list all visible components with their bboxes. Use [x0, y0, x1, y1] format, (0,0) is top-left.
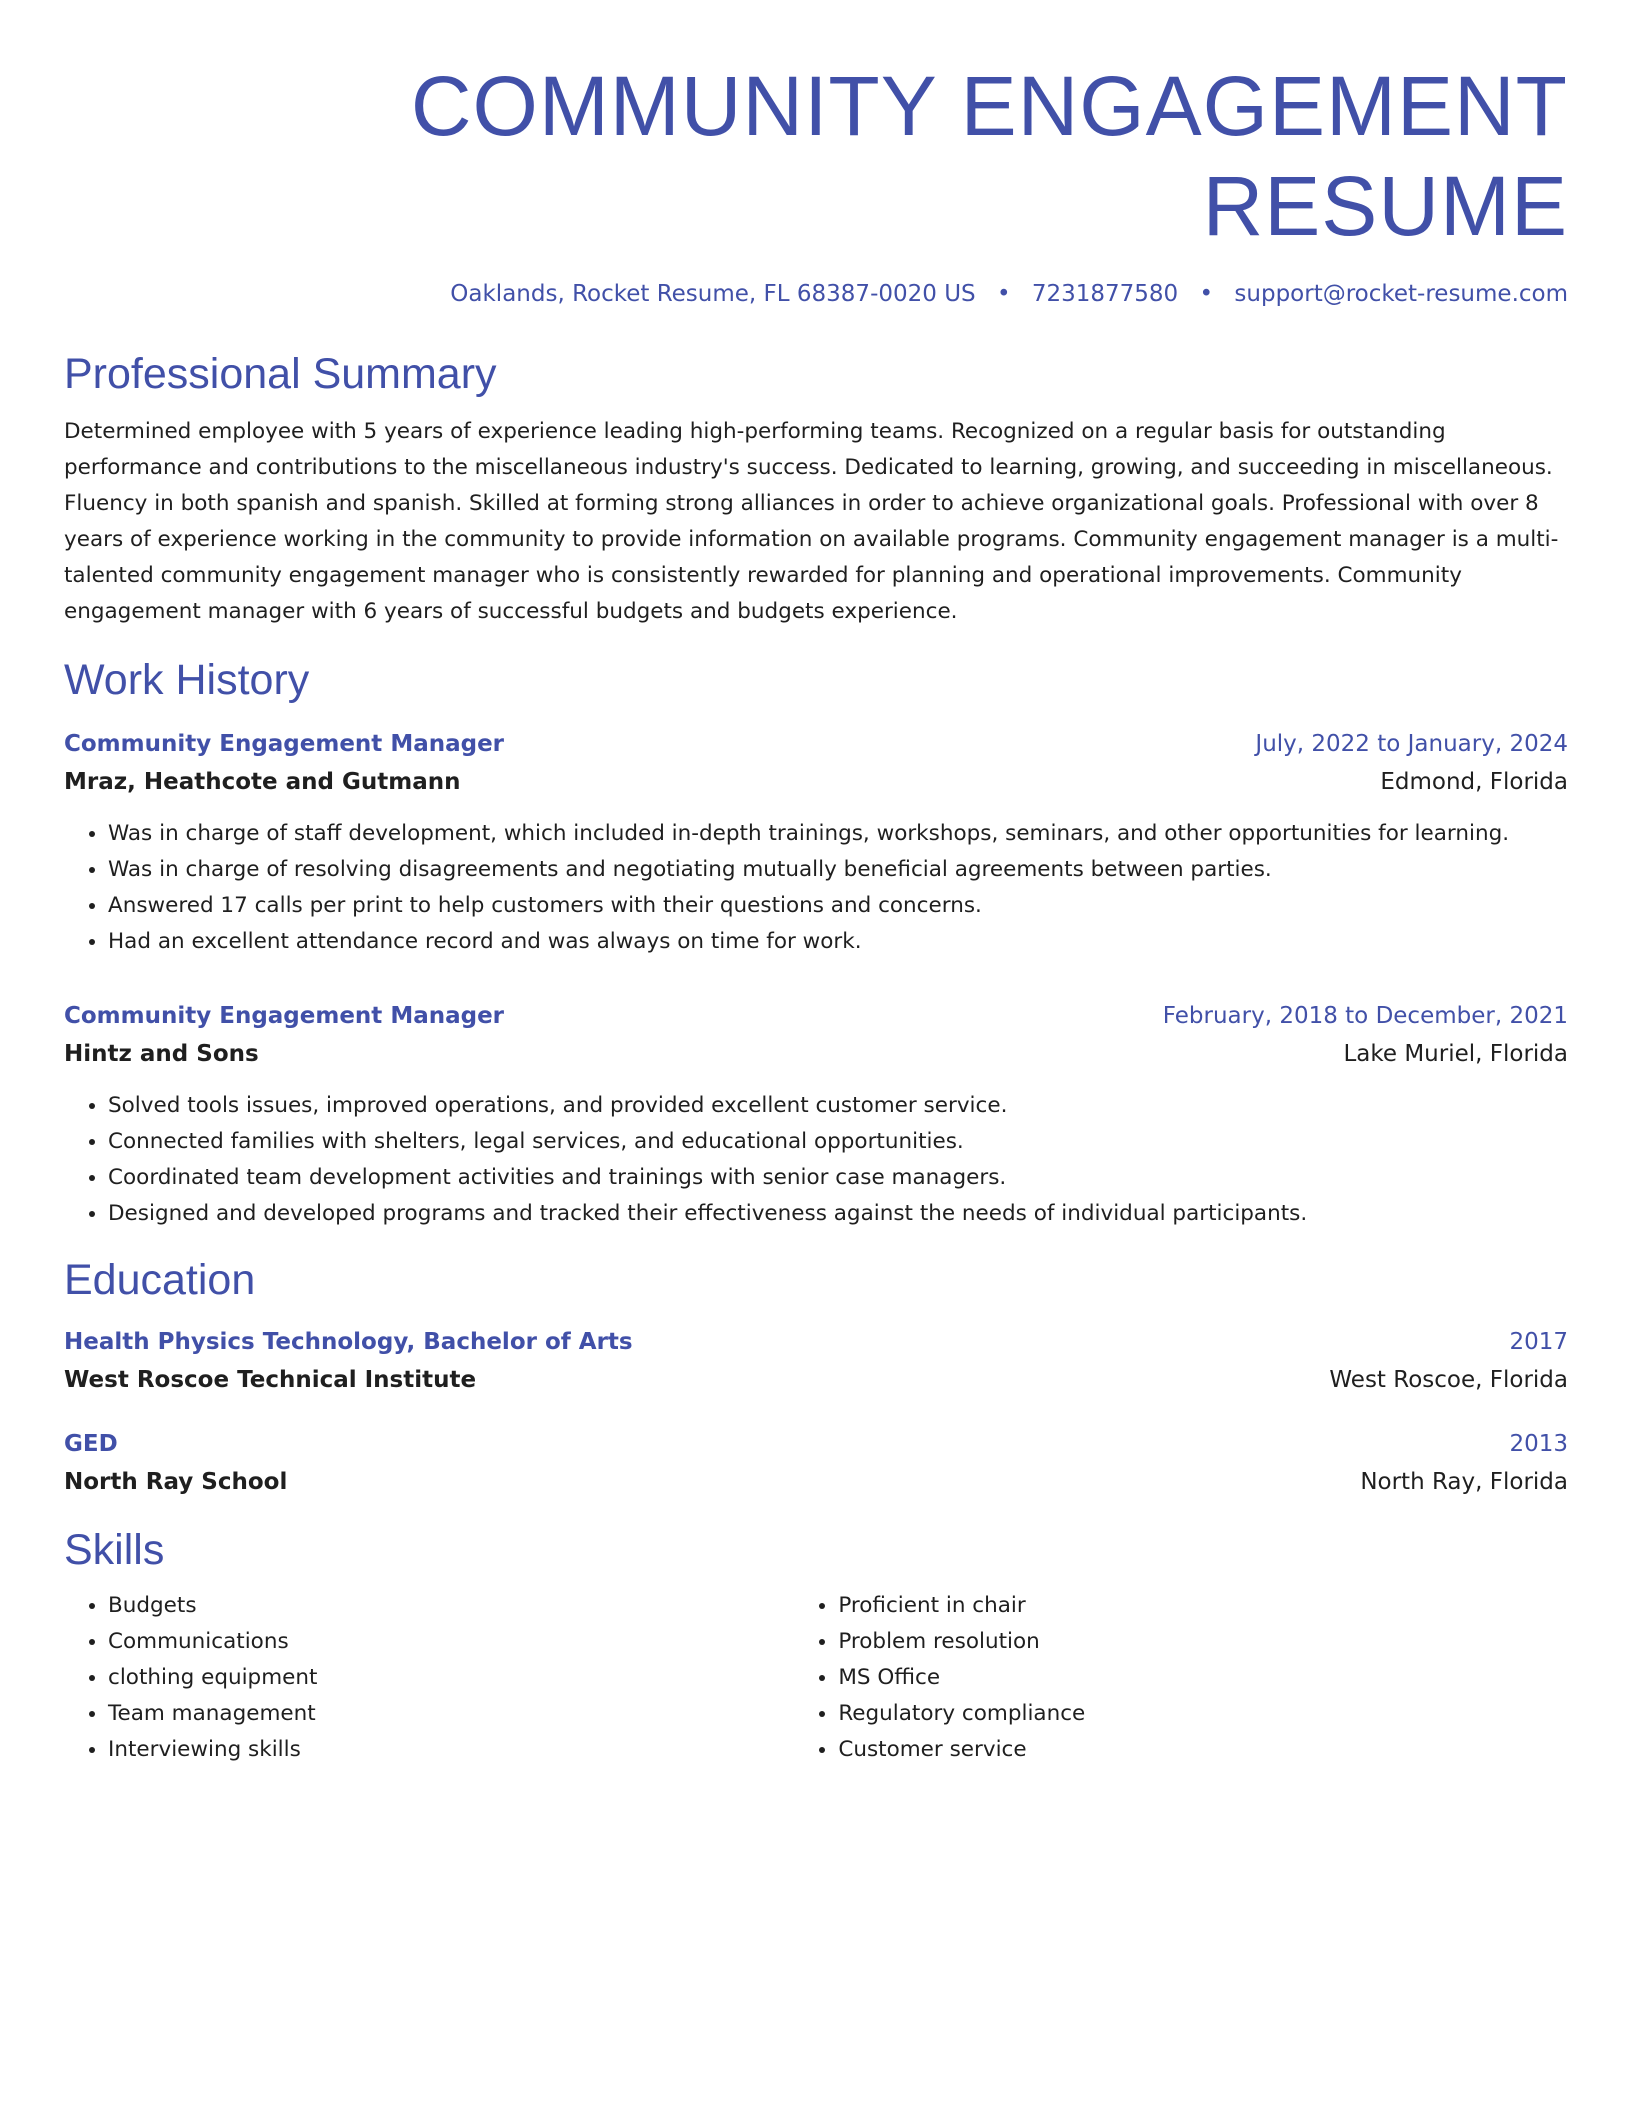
job-company: Mraz, Heathcote and Gutmann: [64, 769, 461, 795]
job-entry: [64, 998, 1568, 1232]
education-year: 2017: [1509, 1329, 1568, 1355]
section-heading-work: Work History: [64, 656, 310, 704]
skill-item: • Proficient in chair: [838, 1588, 1568, 1624]
job-bullet: • Answered 17 calls per print to help customers with their questions and concerns.: [108, 888, 1568, 924]
job-bullet: • Was in charge of staff development, which included in-depth trainings, workshops, seminars, and other opportunities for learning.: [108, 816, 1568, 852]
skills-column-left: [64, 1588, 794, 1768]
job-bullets: [64, 1088, 1568, 1232]
education-school-row: [64, 1360, 1568, 1400]
section-heading-summary: Professional Summary: [64, 350, 497, 398]
skill-item: • Regulatory compliance: [838, 1696, 1568, 1732]
skill-item: • Communications: [108, 1624, 794, 1660]
education-school: North Ray School: [64, 1469, 288, 1495]
skill-item: • Customer service: [838, 1732, 1568, 1768]
skill-item: • Team management: [108, 1696, 794, 1732]
job-title: Community Engagement Manager: [64, 1003, 505, 1029]
job-bullet: • Connected families with shelters, legal services, and educational opportunities.: [108, 1124, 1568, 1160]
education-location: North Ray, Florida: [1360, 1469, 1568, 1495]
skill-item: • Interviewing skills: [108, 1732, 794, 1768]
job-bullet: • Had an excellent attendance record and was always on time for work.: [108, 924, 1568, 960]
contact-separator: •: [996, 281, 1011, 307]
education-degree: Health Physics Technology, Bachelor of Arts: [64, 1329, 633, 1355]
education-degree: GED: [64, 1431, 118, 1457]
contact-separator: •: [1199, 281, 1214, 307]
contact-phone: 7231877580: [1031, 281, 1179, 307]
job-bullet: • Solved tools issues, improved operations, and provided excellent customer service.: [108, 1088, 1568, 1124]
skill-item: • Problem resolution: [838, 1624, 1568, 1660]
job-header-row: [64, 998, 1568, 1034]
education-header-row: [64, 1426, 1568, 1462]
job-dates: July, 2022 to January, 2024: [1255, 731, 1568, 757]
job-bullet: • Coordinated team development activities and trainings with senior case managers.: [108, 1160, 1568, 1196]
section-heading-skills: Skills: [64, 1526, 165, 1574]
resume-header: [64, 56, 1568, 310]
job-location: Lake Muriel, Florida: [1343, 1041, 1568, 1067]
work-history-section: [64, 654, 1568, 1232]
job-location: Edmond, Florida: [1380, 769, 1568, 795]
resume-title: COMMUNITY ENGAGEMENT RESUME: [410, 59, 1568, 253]
summary-text: Determined employee with 5 years of experience leading high-performing teams. Recognized on a regular basis for outstanding performance and contributions to the miscellaneous industry's success. Dedicated to learning, growing, and succeeding in miscellaneous. Fluency in both spanish and spanish. Skilled at forming strong alliances in order to achieve organizational goals. Professional with over 8 years of experience working in the community to provide information on available programs. Community engagement manager is a multi-talented community engagement manager who is consistently rewarded for planning and operational improvements. Community engagement manager with 6 years of successful budgets and budgets experience.: [64, 419, 1559, 624]
section-heading-education: Education: [64, 1256, 256, 1304]
job-dates: February, 2018 to December, 2021: [1162, 1003, 1568, 1029]
skills-column-right: [794, 1588, 1568, 1768]
education-header-row: [64, 1324, 1568, 1360]
education-entry: [64, 1426, 1568, 1502]
education-location: West Roscoe, Florida: [1329, 1367, 1568, 1393]
job-company-row: [64, 762, 1568, 802]
skills-section: [64, 1524, 1568, 1768]
job-company: Hintz and Sons: [64, 1041, 259, 1067]
job-bullet: • Was in charge of resolving disagreements and negotiating mutually beneficial agreements between parties.: [108, 852, 1568, 888]
job-title: Community Engagement Manager: [64, 731, 505, 757]
education-school: West Roscoe Technical Institute: [64, 1367, 477, 1393]
contact-line: [64, 278, 1568, 310]
job-bullets: [64, 816, 1568, 960]
contact-email: support@rocket-resume.com: [1234, 281, 1568, 307]
job-entry: [64, 726, 1568, 960]
skill-item: • MS Office: [838, 1660, 1568, 1696]
education-entry: [64, 1324, 1568, 1400]
skills-grid: [64, 1588, 1568, 1768]
education-year: 2013: [1509, 1431, 1568, 1457]
education-section: [64, 1254, 1568, 1502]
skill-item: • Budgets: [108, 1588, 794, 1624]
job-header-row: [64, 726, 1568, 762]
education-school-row: [64, 1462, 1568, 1502]
contact-address: Oaklands, Rocket Resume, FL 68387-0020 US: [450, 281, 976, 307]
skill-item: • clothing equipment: [108, 1660, 794, 1696]
job-company-row: [64, 1034, 1568, 1074]
job-bullet: • Designed and developed programs and tracked their effectiveness against the needs of individual participants.: [108, 1196, 1568, 1232]
professional-summary-section: [64, 348, 1568, 630]
